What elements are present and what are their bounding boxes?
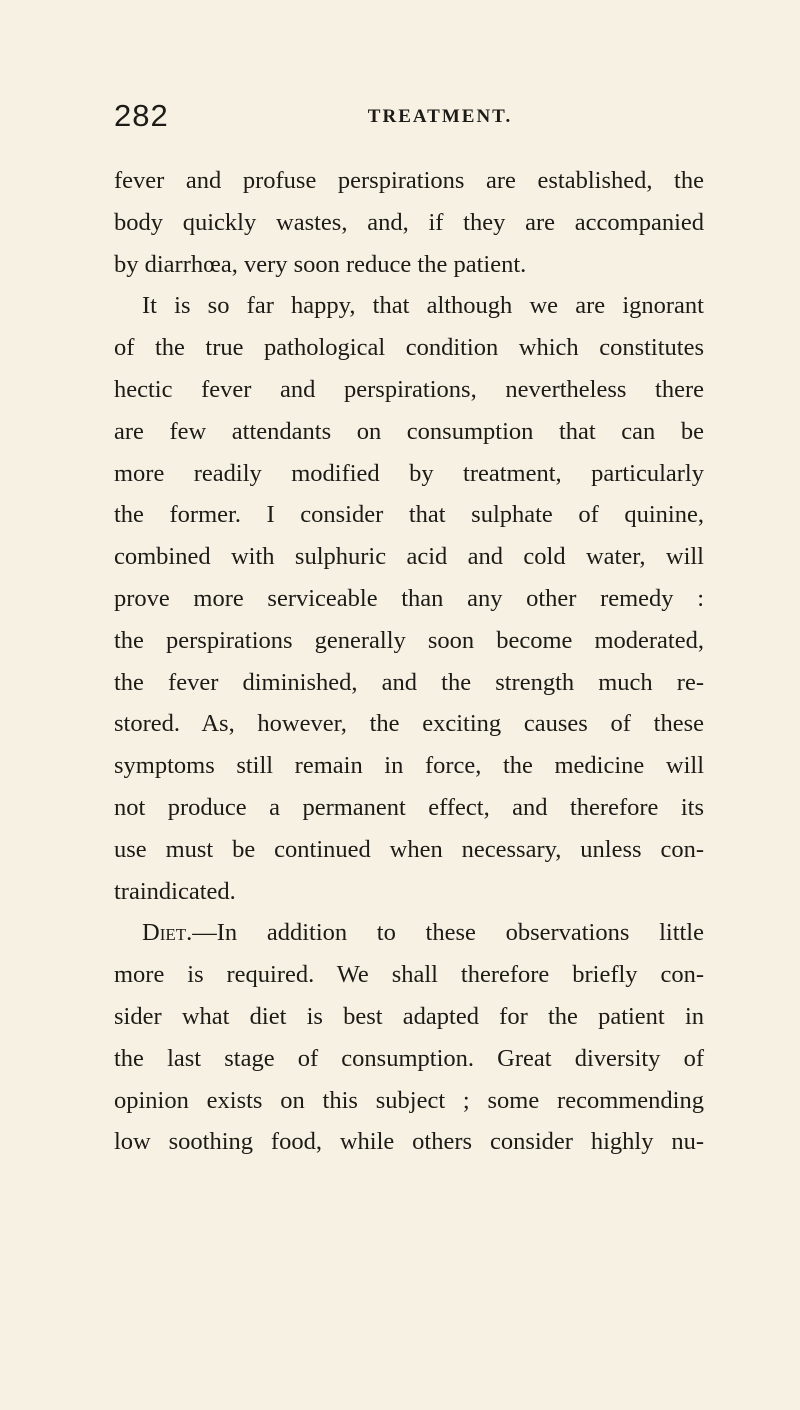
text-line: opinion exists on this subject ; some recommending	[114, 1086, 704, 1114]
text-line: prove more serviceable than any other remedy :	[114, 584, 704, 612]
text-line: body quickly wastes, and, if they are accompanied	[114, 208, 704, 236]
text-line: are few attendants on consumption that can be	[114, 417, 704, 445]
text-line: traindicated.	[114, 877, 236, 905]
running-head: TREATMENT.	[367, 106, 513, 127]
page-number: 282	[114, 98, 169, 133]
text-line: sider what diet is best adapted for the patient in	[114, 1002, 704, 1030]
text-line: It is so far happy, that although we are ignorant	[142, 292, 704, 320]
text-line: the former. I consider that sulphate of quinine,	[114, 501, 704, 529]
text-line: the fever diminished, and the strength much re-	[114, 668, 704, 696]
body-text	[114, 160, 704, 1163]
text-line: more is required. We shall therefore briefly con-	[114, 961, 704, 989]
text-line: stored. As, however, the exciting causes of these	[114, 710, 704, 738]
diet-line-text: —In addition to these observations little	[192, 919, 704, 947]
text-line: of the true pathological condition which constitutes	[114, 334, 704, 362]
text-line: not produce a permanent effect, and therefore its	[114, 793, 704, 821]
diet-paragraph-first-line	[114, 912, 704, 954]
page-header	[114, 96, 700, 136]
diet-heading: Diet.	[142, 919, 193, 947]
text-line: low soothing food, while others consider highly nu-	[114, 1128, 704, 1156]
text-line: the last stage of consumption. Great diversity of	[114, 1044, 704, 1072]
text-line: symptoms still remain in force, the medicine will	[114, 752, 704, 780]
text-line: combined with sulphuric acid and cold water, will	[114, 543, 704, 571]
text-line: more readily modified by treatment, particularly	[114, 459, 704, 487]
text-line: hectic fever and perspirations, nevertheless there	[114, 375, 704, 403]
text-line: use must be continued when necessary, unless con-	[114, 835, 704, 863]
text-line: fever and profuse perspirations are established, the	[114, 167, 704, 194]
text-line: by diarrhœa, very soon reduce the patient.	[114, 250, 527, 278]
text-line: the perspirations generally soon become moderated,	[114, 626, 704, 654]
